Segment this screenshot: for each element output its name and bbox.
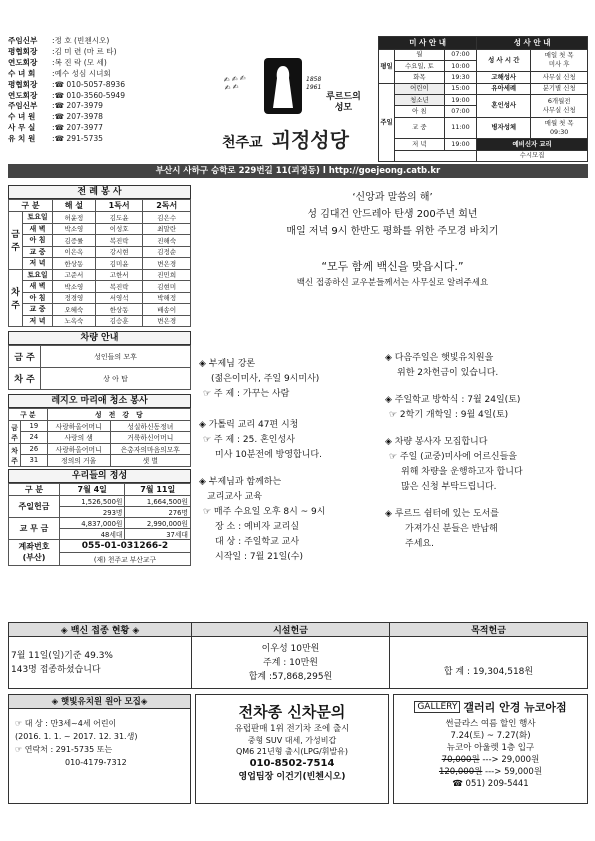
staff-row: 연도회장 : ☎ 010-3560-5949 — [8, 90, 126, 100]
table-row: 저 녁 한상동 김미윤 변은경 — [9, 258, 191, 270]
staff-value: 김 미 련 (마 르 타) — [54, 46, 117, 56]
staff-row: 평협회장 : ☎ 010-5057-8936 — [8, 79, 126, 89]
table-row: 새 벽 박소영 이성호 최말란 — [9, 223, 191, 235]
staff-row: 평협회장 : 김 미 련 (마 르 타) — [8, 46, 117, 56]
table-row: 금주 토요일 허윤정 김도윤 김은수 — [9, 212, 191, 224]
staff-list — [8, 36, 213, 145]
staff-role: 수 녀 회 — [8, 68, 36, 78]
mary-logo — [264, 58, 302, 114]
table-row: 교 중 오혜숙 한상동 배송이 — [9, 304, 191, 316]
staff-value: 정 호 (빈첸시오) — [54, 36, 110, 45]
staff-value: 복 진 락 (모 세) — [54, 57, 107, 67]
church-logo-block — [218, 36, 376, 152]
staff-value: ☎ 207-3977 — [54, 123, 103, 133]
church-name: 천주교 괴정성당 — [222, 128, 349, 152]
staff-row: 수 녀 원 : ☎ 207-3978 — [8, 112, 103, 122]
staff-row: 주임신부 : 정 호 (빈첸시오) — [8, 36, 110, 45]
mary-icon — [264, 58, 302, 114]
staff-row: 주임신부 : ☎ 207-3979 — [8, 101, 103, 111]
table-row: 차주 토요일 고준서 고한서 진민희 — [9, 269, 191, 281]
logo-years: 1858 1961 — [306, 76, 322, 91]
table-row: 저 녁 노옥숙 김승훈 변은경 — [9, 315, 191, 327]
car-title: 차량 안내 — [8, 331, 191, 345]
staff-value: ☎ 010-3560-5949 — [54, 90, 126, 100]
staff-role: 유 치 원 — [8, 134, 36, 144]
staff-role: 연도회장 — [8, 90, 38, 100]
staff-role: 평협회장 — [8, 79, 38, 89]
staff-role: 수 녀 원 — [8, 112, 36, 122]
address-bar: 부산시 사하구 승학로 229번길 11(괴정동) l http://goejeong.catb.kr — [8, 164, 588, 178]
church-title: 루르드의 성모 — [326, 92, 361, 113]
offering-title: 우리들의 정성 — [8, 469, 191, 483]
jubilee-line: 성 김대건 안드레아 탄생 200주년 희년 — [307, 209, 478, 220]
car-table: 금 주 성인들의 모후 차 주 상 아 탑 — [8, 345, 191, 390]
table-row: 교 중 이은옥 강시현 김정순 — [9, 246, 191, 258]
liturgy-table: 구 분 해 설 1독서 2독서 금주 토요일 허윤정 김도윤 김은수 새 벽 박소영 이성호 최말란 아 침 김증률 복진락 진해숙 교 중 이은옥 강시현 김정순 저 녁 한상동 김미윤 변은경 차주 토요일 고준서 고한서 진민희 새 벽 박소영 복진락 김현미 아 침 정경영 서영석 박해정 교 중 오혜숙 한상동 배송이 저 녁 노옥숙 김승훈 변은경 — [8, 199, 191, 327]
staff-role: 사 무 실 — [8, 123, 36, 133]
staff-role: 평협회장 — [8, 46, 38, 56]
announcements-right: ◈ 다음주일은 햇빛유치원을 위한 2차헌금이 있습니다. ◈ 주일학교 방학식 : 7월 24일(토) ☞ 2학기 개학일 : 9월 4일(토) ◈ 차량 봉사자 모집합니다 ☞ 주일 (교중)미사에 어르신들을 위해 차량을 운행하고자 합니다 많은 신청 부탁드립니다. ◈ 루르드 쉼터에 있는 도서를 가져가신 분들은 반납해 주세요. — [385, 353, 523, 549]
kindergarten-ad: ◈ 햇빛유치원 원아 모집◈ ☞ 대 상 : 만3세~4세 어린이 (2016. 1. 1. ~ 2017. 12. 31.생) ☞ 연락처 : 291-5735 또는 010-4179-7312 — [8, 694, 191, 804]
vaccine-note: 백신 접종하신 교우분들께서는 사무실로 알려주세요 — [296, 278, 489, 288]
staff-value: 예수 성심 시녀회 — [54, 68, 111, 78]
optical-ad: GALLERY 갤러리 안경 뉴코아점 썬글라스 여름 할인 행사 7.24(토) ~ 7.27(화) 뉴코아 아울렛 1층 입구 70,000원 ---> 29,000원 120,000원 ---> 59,000원 ☎ 051) 209-5441 — [393, 694, 588, 804]
handwritten-motto: ✍ ✍ ✍ ✍ ✍ — [223, 74, 247, 93]
staff-role: 주임신부 — [8, 36, 38, 45]
vaccine-slogan: “모두 함께 백신을 맞읍시다.” — [321, 260, 464, 273]
ads-row — [8, 694, 588, 804]
cleaning-table: 구 분 성 전 강 당 금 주 19 사랑하올어머니 성실하신동정녀 24 사랑의 샘 거룩하신어머니 차 주 26 사랑하올어머니 은총자의마음의모후 31 정의의 거울 샛 별 — [8, 408, 191, 467]
vaccine-offering-table: ◈ 백신 접종 현황 ◈ 시설헌금 목적헌금 7월 11일(일)기준 49.3% 143명 접종하셨습니다 이우성 10만원 주계 : 10만원 합계 :57,868,295원 합 계 : 19,304,518원 — [8, 622, 588, 689]
year-theme: ‘신앙과 말씀의 해’ — [352, 192, 433, 203]
staff-row: 유 치 원 : ☎ 291-5735 — [8, 134, 103, 144]
glasses-icon: GALLERY — [414, 701, 460, 713]
staff-value: ☎ 207-3979 — [54, 101, 103, 111]
left-column — [8, 185, 191, 566]
table-row: 새 벽 박소영 복진락 김현미 — [9, 281, 191, 293]
staff-role: 연도회장 — [8, 57, 38, 67]
prayer-line: 매일 저녁 9시 한반도 평화를 위한 주모경 바치기 — [286, 226, 499, 237]
staff-row: 사 무 실 : ☎ 207-3977 — [8, 123, 103, 133]
liturgy-title: 전 례 봉 사 — [8, 185, 191, 199]
staff-role: 주임신부 — [8, 101, 38, 111]
staff-row: 수 녀 회 : 예수 성심 시녀회 — [8, 68, 111, 78]
staff-row: 연도회장 : 복 진 락 (모 세) — [8, 57, 107, 67]
offering-table: 구 분 7월 4일 7월 11일 주일헌금 1,526,500원 1,664,500원 293명 276명 교 무 금 4,837,000원 2,990,000원 48세대 37세대 계좌번호 (부산) 055-01-031266-2 (재) 천주교 부산교구 — [8, 483, 191, 566]
staff-value: ☎ 291-5735 — [54, 134, 103, 144]
announcement-area — [197, 185, 588, 617]
staff-value: ☎ 010-5057-8936 — [54, 79, 126, 89]
mass-schedule-table: 미 사 안 내 성 사 안 내 평일 월 07:00 성 사 시 간 매일 첫 목 미사 후 수요일, 토 10:00 화목 19:30 고해성사 사무실 신청 주일 어린이 15:00 유아세례 분기별 신청 청소년 19:00 혼인성사 6개월전 사무실 신청 아 침 07:00 교 중 11:00 병자성체 매월 첫 목 09:30 저 녁 19:00 예비신자 교리 수시모집 — [378, 36, 588, 162]
announcements-left: ◈ 부제님 강론 (젊은이미사, 주일 9시미사) ☞ 주 제 : 가꾸는 사람 ◈ 가톨릭 교리 47편 시청 ☞ 주 제 : 25. 혼인성사 미사 10분전에 방영합니다. ◈ 부제님과 함께하는 교리교사 교육 ☞ 매주 수요일 오후 8시 ~ 9시 장 소 : 예비자 교리실 대 상 : 주일학교 교사 시작일 : 7월 21일(수) — [199, 359, 326, 562]
car-ad: 전차종 신차문의 유럽판매 1위 전기차 조에 출시 중형 SUV 대세, 가성비갑 QM6 21년형 출시(LPG/휘발유) 010-8502-7514 영업팀장 이건기(빈첸시오) — [195, 694, 389, 804]
table-row: 아 침 김증률 복진락 진해숙 — [9, 235, 191, 247]
radio-title: 레지오 마리애 청소 봉사 — [8, 394, 191, 408]
staff-value: ☎ 207-3978 — [54, 112, 103, 122]
table-row: 아 침 정경영 서영석 박해정 — [9, 292, 191, 304]
